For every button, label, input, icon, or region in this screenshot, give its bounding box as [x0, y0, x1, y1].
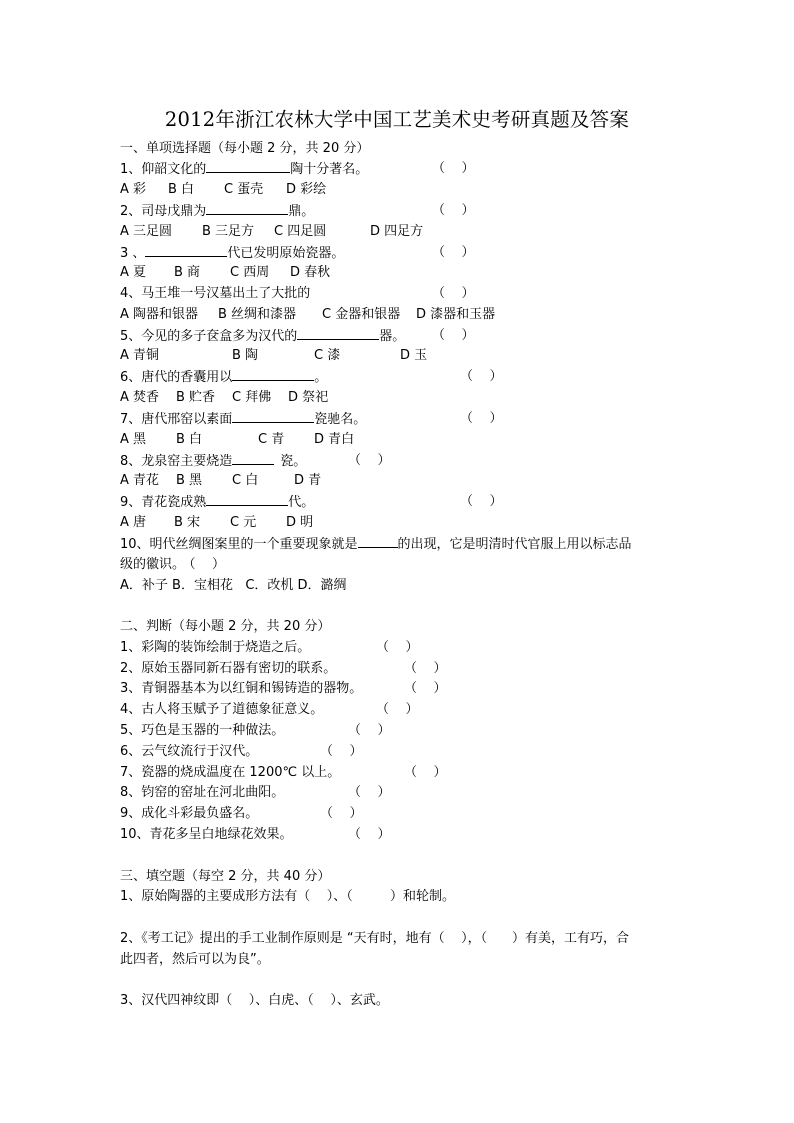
option: B 白	[168, 182, 195, 197]
answer-parentheses: （ ）	[189, 557, 226, 572]
answer-blank	[297, 326, 379, 340]
answer-blank	[206, 159, 290, 173]
question-text: 8、龙泉窑主要烧造	[120, 454, 233, 469]
answer-blank	[232, 367, 314, 381]
judgment-item: 5、巧色是玉器的一种做法。	[120, 723, 285, 738]
question-text: 器。	[379, 329, 406, 344]
option: B 白	[176, 432, 203, 447]
question-text: 代。	[288, 495, 315, 510]
option: A 黑	[120, 432, 147, 447]
question-10	[120, 534, 632, 555]
option: A 青花	[120, 473, 160, 488]
fill-question-2-continued: 此四者，然后可以为良”。	[120, 952, 270, 967]
answer-blank	[232, 409, 314, 423]
question-text: 6、唐代的香囊用以	[120, 370, 233, 385]
answer-parentheses: （ ）	[376, 702, 419, 717]
option: B 陶	[232, 348, 259, 363]
option: A 陶器和银器	[120, 307, 199, 322]
judgment-item: 10、青花多呈白地绿花效果。	[120, 827, 293, 842]
answer-blank	[206, 492, 288, 506]
option: D 彩绘	[286, 182, 327, 197]
question-2	[120, 201, 314, 222]
answer-parentheses: （ ）	[404, 765, 447, 780]
question-text: 5、今见的多子奁盒多为汉代的	[120, 329, 298, 344]
option: C 四足圆	[274, 224, 327, 239]
fill-question-3: 3、汉代四神纹即（ ）、白虎、（ ）、玄武。	[120, 993, 389, 1008]
question-text: 瓷。	[280, 454, 307, 469]
option: C 漆	[314, 348, 341, 363]
option: C 拜佛	[232, 390, 272, 405]
answer-parentheses: （ ）	[432, 161, 475, 176]
question-9	[120, 492, 314, 513]
answer-parentheses: （ ）	[432, 245, 475, 260]
option: A 夏	[120, 265, 147, 280]
judgment-item: 8、钧窑的窑址在河北曲阳。	[120, 785, 285, 800]
question-text: 瓷驰名。	[314, 412, 367, 427]
option: B 丝绸和漆器	[218, 307, 297, 322]
judgment-item: 1、彩陶的装饰绘制于烧造之后。	[120, 640, 311, 655]
answer-parentheses: （ ）	[376, 640, 419, 655]
option: B 商	[174, 265, 201, 280]
question-text: 级的徽识。	[120, 557, 186, 572]
answer-blank	[232, 451, 274, 465]
fill-question-1: 1、原始陶器的主要成形方法有（ ）、（ ）和轮制。	[120, 889, 455, 904]
option: A 青铜	[120, 348, 160, 363]
answer-parentheses: （ ）	[348, 827, 391, 842]
section3-heading: 三、填空题（每空 2 分，共 40 分）	[120, 869, 331, 884]
option: D 漆器和玉器	[416, 307, 496, 322]
option: B 三足方	[202, 224, 255, 239]
option: C 白	[232, 473, 259, 488]
answer-parentheses: （ ）	[404, 661, 447, 676]
option: D 明	[286, 515, 314, 530]
answer-blank	[206, 201, 288, 215]
question-text: 10、明代丝绸图案里的一个重要现象就是	[120, 537, 358, 552]
option: D 春秋	[290, 265, 331, 280]
option: A 焚香	[120, 390, 160, 405]
question-1	[120, 159, 368, 180]
answer-blank	[358, 534, 398, 548]
answer-parentheses: （ ）	[432, 328, 475, 343]
question-text: 2、司母戊鼎为	[120, 204, 207, 219]
section1-heading: 一、单项选择题（每小题 2 分，共 20 分）	[120, 141, 370, 156]
fill-question-2: 2、《考工记》提出的手工业制作原则是 “天有时，地有（ ），（ ）有美，工有巧，合	[120, 931, 629, 946]
question-text: 7、唐代邢窑以素面	[120, 412, 233, 427]
options-10: A．补子 B．宝相花 C．改机 D．潞绸	[120, 578, 347, 593]
option: B 贮香	[176, 390, 216, 405]
judgment-item: 4、古人将玉赋予了道德象征意义。	[120, 702, 324, 717]
question-text: 代已发明原始瓷器。	[227, 246, 345, 261]
section2-heading: 二、判断（每小题 2 分，共 20 分）	[120, 619, 331, 634]
option: C 元	[230, 515, 257, 530]
question-text: 9、青花瓷成熟	[120, 495, 207, 510]
question-text: 。	[314, 370, 328, 385]
option: D 四足方	[370, 224, 424, 239]
answer-parentheses: （ ）	[432, 286, 475, 301]
question-8	[120, 451, 306, 472]
option: D 青	[294, 473, 322, 488]
judgment-item: 3、青铜器基本为以红铜和锡铸造的器物。	[120, 681, 363, 696]
answer-parentheses: （ ）	[348, 723, 391, 738]
answer-parentheses: （ ）	[460, 411, 503, 426]
answer-parentheses: （ ）	[320, 744, 363, 759]
option: B 黑	[176, 473, 203, 488]
question-6	[120, 367, 327, 388]
answer-parentheses: （ ）	[348, 785, 391, 800]
judgment-item: 2、原始玉器同新石器有密切的联系。	[120, 661, 337, 676]
question-7	[120, 409, 366, 430]
answer-parentheses: （ ）	[460, 494, 503, 509]
answer-blank	[145, 243, 227, 257]
option: C 蛋壳	[224, 182, 264, 197]
answer-parentheses: （ ）	[432, 203, 475, 218]
judgment-item: 6、云气纹流行于汉代。	[120, 744, 259, 759]
option: A 彩	[120, 182, 147, 197]
page-title: 2012年浙江农林大学中国工艺美术史考研真题及答案	[164, 108, 630, 131]
answer-parentheses: （ ）	[320, 806, 363, 821]
question-text: 鼎。	[288, 204, 315, 219]
option: D 祭祀	[288, 390, 329, 405]
answer-parentheses: （ ）	[460, 369, 503, 384]
question-10-continued	[120, 555, 225, 575]
option: D 青白	[314, 432, 355, 447]
question-3	[120, 243, 344, 264]
question-text: 3 、	[120, 246, 146, 261]
question-4: 4、马王堆一号汉墓出土了大批的	[120, 286, 311, 301]
question-text: 1、仰韶文化的	[120, 162, 207, 177]
judgment-item: 7、瓷器的烧成温度在 1200℃ 以上。	[120, 765, 341, 780]
answer-parentheses: （ ）	[348, 453, 391, 468]
option: C 西周	[230, 265, 270, 280]
question-5	[120, 326, 405, 347]
option: B 宋	[174, 515, 201, 530]
option: C 金器和银器	[322, 307, 401, 322]
option: C 青	[258, 432, 285, 447]
question-text: 陶十分著名。	[290, 162, 369, 177]
option: D 玉	[400, 348, 428, 363]
answer-parentheses: （ ）	[404, 681, 447, 696]
option: A 唐	[120, 515, 147, 530]
question-text: 的出现，它是明清时代官服上用以标志品	[397, 537, 632, 552]
judgment-item: 9、成化斗彩最负盛名。	[120, 806, 259, 821]
option: A 三足圆	[120, 224, 173, 239]
